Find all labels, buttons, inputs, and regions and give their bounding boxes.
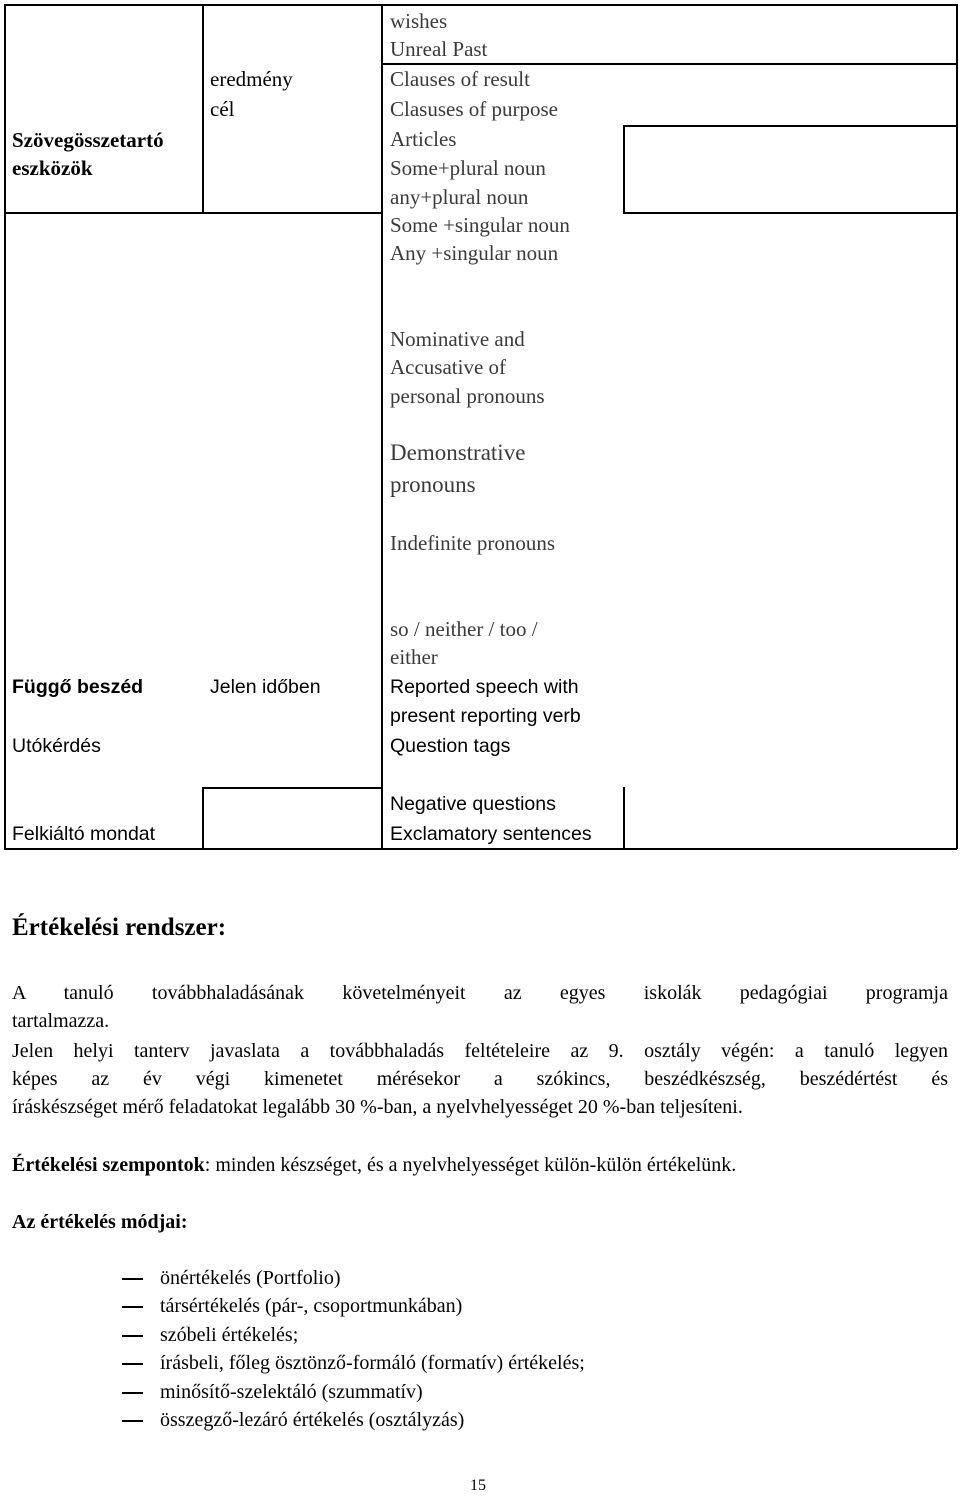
para1-line2: tartalmazza. xyxy=(12,1010,110,1032)
table-border-right xyxy=(956,4,958,849)
dash-bullet-icon xyxy=(122,1335,143,1337)
method-item: társértékelés (pár-, csoportmunkában) xyxy=(160,1295,463,1317)
para1-line1: A tanuló továbbhaladásának követelményeit az egyes iskolák pedagógiai programja xyxy=(12,982,948,1004)
cell-accusative: Accusative of xyxy=(390,355,507,379)
cell-clauses-result: Clauses of result xyxy=(390,67,530,91)
cell-exclamatory: Exclamatory sentences xyxy=(390,823,592,845)
col-divider-1-top xyxy=(202,4,204,212)
section-heading: Értékelési rendszer: xyxy=(12,914,227,941)
cell-fuggo-beszed: Függő beszéd xyxy=(12,676,144,698)
cell-any-singular: Any +singular noun xyxy=(390,241,559,265)
cell-some-singular: Some +singular noun xyxy=(390,213,570,237)
cell-demonstrative: Demonstrative xyxy=(390,440,526,465)
cell-eszkozok: eszközök xyxy=(12,156,93,180)
criteria-text: : minden készséget, és a nyelvhelyességet külön-külön értékelünk. xyxy=(204,1154,737,1176)
cell-clauses-purpose: Clasuses of purpose xyxy=(390,97,558,121)
cell-szovegosszetarto: Szövegösszetartó xyxy=(12,128,164,152)
method-item: összegző-lezáró értékelés (osztályzás) xyxy=(160,1409,465,1431)
cell-pronouns: pronouns xyxy=(390,472,476,497)
row-divider-e xyxy=(202,787,381,789)
para2-line2: képes az év végi kimenetet mérésekor a szókincs, beszédkészség, beszédértést és xyxy=(12,1068,948,1090)
dash-bullet-icon xyxy=(122,1420,143,1422)
method-item: önértékelés (Portfolio) xyxy=(160,1267,341,1289)
cell-unreal-past: Unreal Past xyxy=(390,37,488,61)
page-number: 15 xyxy=(470,1477,486,1494)
dash-bullet-icon xyxy=(122,1392,143,1394)
cell-cel: cél xyxy=(210,97,235,121)
criteria-line xyxy=(12,1151,948,1179)
cell-felkialto-mondat: Felkiáltó mondat xyxy=(12,823,156,845)
method-item: írásbeli, főleg ösztönző-formáló (formatív) értékelés; xyxy=(160,1352,585,1374)
method-item: szóbeli értékelés; xyxy=(160,1324,299,1346)
cell-some-plural: Some+plural noun xyxy=(390,156,546,180)
col-divider-1-bottom xyxy=(202,787,204,849)
cell-wishes: wishes xyxy=(390,9,448,33)
cell-articles: Articles xyxy=(390,127,457,151)
dash-bullet-icon xyxy=(122,1306,143,1308)
cell-nominative: Nominative and xyxy=(390,327,525,351)
cell-eredmeny: eredmény xyxy=(210,67,293,91)
table-border-top xyxy=(4,4,957,6)
para2-line1: Jelen helyi tanterv javaslata a továbbhaladás feltételeire az 9. osztály végén: a tanuló legyen xyxy=(12,1040,948,1062)
row-divider-c xyxy=(4,212,381,214)
cell-jelen-idoben: Jelen időben xyxy=(210,676,321,698)
criteria-label: Értékelési szempontok xyxy=(12,1154,205,1176)
methods-heading: Az értékelés módjai: xyxy=(12,1211,188,1233)
cell-personal-pronouns: personal pronouns xyxy=(390,384,545,408)
col-divider-3-top xyxy=(623,125,625,213)
cell-question-tags: Question tags xyxy=(390,735,511,757)
para2-line3: íráskészséget mérő feladatokat legalább 30 %-ban, a nyelvhelyességet 20 %-ban teljesíteni. xyxy=(12,1096,743,1118)
table-border-left xyxy=(4,4,6,849)
dash-bullet-icon xyxy=(122,1278,143,1280)
cell-present-reporting: present reporting verb xyxy=(390,705,581,727)
cell-either: either xyxy=(390,645,438,669)
col-divider-2 xyxy=(381,4,383,849)
row-divider-a xyxy=(381,63,957,65)
cell-indefinite: Indefinite pronouns xyxy=(390,531,556,555)
cell-negative-questions: Negative questions xyxy=(390,793,556,815)
cell-reported-speech: Reported speech with xyxy=(390,676,579,698)
dash-bullet-icon xyxy=(122,1363,143,1365)
cell-utokerdes: Utókérdés xyxy=(12,735,101,757)
method-item: minősítő-szelektáló (szummatív) xyxy=(160,1381,423,1403)
row-divider-b xyxy=(623,125,957,127)
col-divider-3-bottom xyxy=(623,787,625,849)
row-divider-d xyxy=(623,212,957,214)
cell-so-neither: so / neither / too / xyxy=(390,617,538,641)
cell-any-plural: any+plural noun xyxy=(390,185,529,209)
table-border-bottom xyxy=(4,848,957,850)
